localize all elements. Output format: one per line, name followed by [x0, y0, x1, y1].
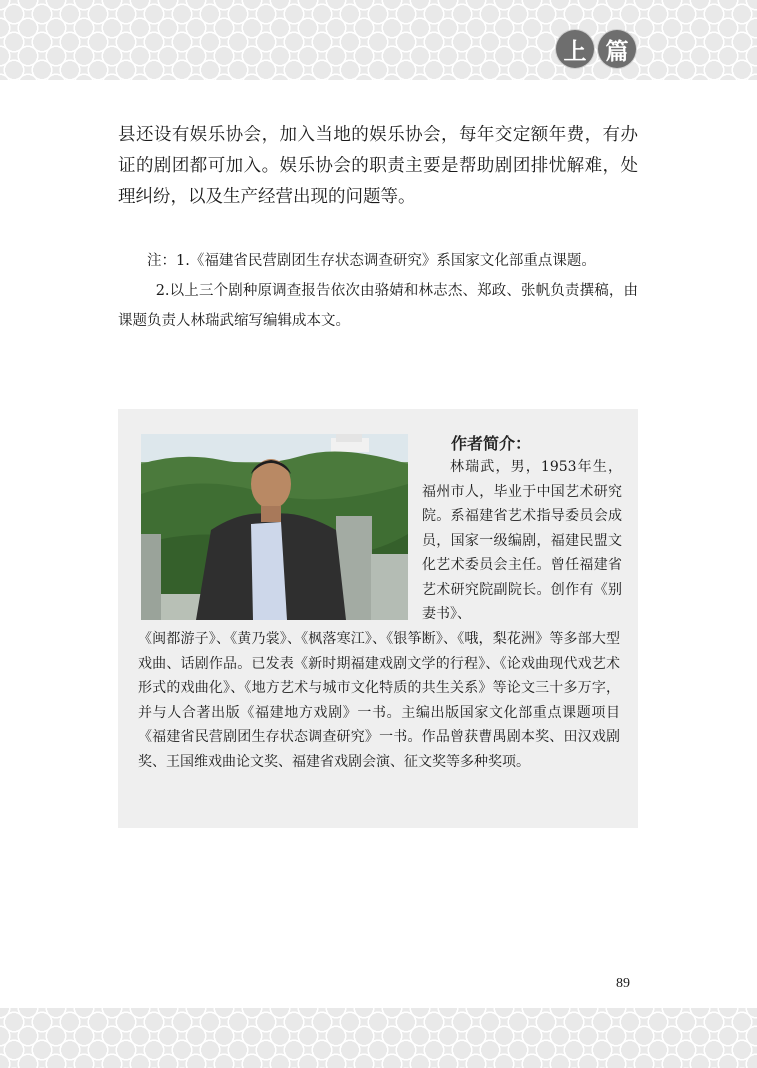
chapter-char-1: 上: [556, 30, 594, 68]
author-bio-box: [118, 409, 638, 828]
bio-wide-text: [138, 627, 620, 774]
header-pattern-band: [0, 0, 757, 80]
note-1: 注：1.《福建省民营剧团生存状态调查研究》系国家文化部重点课题。: [147, 253, 596, 269]
notes-block: [118, 246, 638, 336]
bio-wide-paragraph: 《闽都游子》、《黄乃裳》、《枫落寒江》、《银筝断》、《哦，梨花洲》等多部大型戏曲、话剧作品。已发表《新时期福建戏剧文学的行程》、《论戏曲现代戏艺术形式的戏曲化》、《地方艺术与城市文化特质的共生关系》等论文三十多万字，并与人合著出版《福建地方戏剧》一书。主编出版国家文化部重点课题项目《福建省民营剧团生存状态调查研究》一书。作品曾获曹禺剧本奖、田汉戏剧奖、王国维戏曲论文奖、福建省戏剧会演、征文奖等多种奖项。: [138, 631, 620, 770]
author-photo: [141, 434, 408, 620]
chapter-char-2: 篇: [598, 30, 636, 68]
note-2: 2.以上三个剧种原调查报告依次由骆婧和林志杰、郑政、张帆负责撰稿，由课题负责人林瑞武缩写编辑成本文。: [118, 283, 638, 329]
author-photo-illustration: [141, 434, 408, 620]
page-number: 89: [616, 976, 630, 991]
body-paragraph: 县还设有娱乐协会，加入当地的娱乐协会，每年交定额年费，有办证的剧团都可加入。娱乐协会的职责主要是帮助剧团排忧解难，处理纠纷，以及生产经营出现的问题等。: [118, 125, 638, 207]
bio-side-text: [422, 455, 622, 627]
chapter-marker: [556, 30, 636, 68]
body-paragraph-block: [118, 120, 638, 213]
footer-pattern-band: [0, 1008, 757, 1068]
bio-side-paragraph: 林瑞武，男，1953年生，福州市人，毕业于中国艺术研究院。系福建省艺术指导委员会成员，国家一级编剧，福建民盟文化艺术委员会主任。曾任福建省艺术研究院副院长。创作有《别妻书》、: [422, 459, 622, 622]
bio-title: 作者简介：: [451, 434, 532, 453]
